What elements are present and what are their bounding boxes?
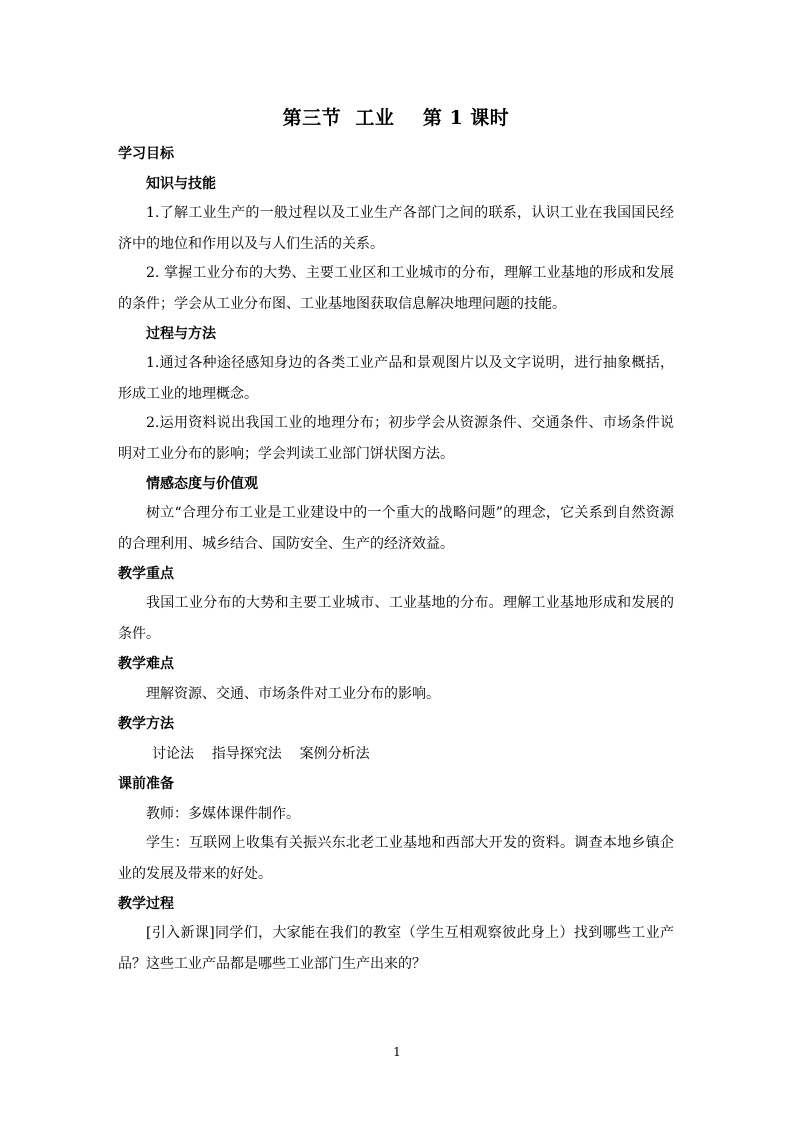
preparation-heading: 课前准备: [118, 776, 174, 792]
difficulties-text: 理解资源、交通、市场条件对工业分布的影响。: [146, 686, 440, 702]
knowledge-item-2: 2. 掌握工业分布的大势、主要工业区和工业城市的分布，理解工业基地的形成和发展的条件；学会从工业分布图、工业基地图获取信息解决地理问题的技能。: [118, 265, 674, 312]
key-points-heading: 教学重点: [118, 566, 174, 582]
intro-text: [引入新课]同学们，大家能在我们的教室（学生互相观察彼此身上）找到哪些工业产品？这些工业产品都是哪些工业部门生产出来的？: [118, 925, 674, 972]
knowledge-item-1: 1.了解工业生产的一般过程以及工业生产各部门之间的联系，认识工业在我国国民经济中的地位和作用以及与人们生活的关系。: [118, 205, 674, 252]
knowledge-skills-heading: 知识与技能: [146, 176, 216, 192]
process-item-1: 1.通过各种途径感知身边的各类工业产品和景观图片以及文字说明，进行抽象概括，形成工业的地理概念。: [118, 355, 674, 402]
teaching-methods-text: 讨论法 指导探究法 案例分析法: [152, 746, 370, 762]
document-body: [118, 104, 674, 982]
process-item-2: 2.运用资料说出我国工业的地理分布；初步学会从资源条件、交通条件、市场条件说明对工业分布的影响；学会判读工业部门饼状图方法。: [118, 415, 674, 462]
teaching-process-heading: 教学过程: [118, 896, 174, 912]
preparation-student-text: 学生：互联网上收集有关振兴东北老工业基地和西部大开发的资料。调查本地乡镇企业的发展及带来的好处。: [118, 835, 674, 882]
objectives-heading: 学习目标: [118, 146, 174, 162]
teaching-methods-heading: 教学方法: [118, 716, 174, 732]
process-methods-heading: 过程与方法: [146, 326, 216, 342]
key-points-text: 我国工业分布的大势和主要工业城市、工业基地的分布。理解工业基地形成和发展的条件。: [118, 595, 674, 642]
attitude-item-1: 树立“合理分布工业是工业建设中的一个重大的战略问题”的理念，它关系到自然资源的合理利用、城乡结合、国防安全、生产的经济效益。: [118, 505, 674, 552]
page-title: 第三节 工业 第 1 课时: [282, 107, 510, 129]
attitude-values-heading: 情感态度与价值观: [146, 476, 258, 492]
preparation-teacher-text: 教师：多媒体课件制作。: [146, 806, 300, 822]
difficulties-heading: 教学难点: [118, 656, 174, 672]
page-number: 1: [393, 1045, 401, 1059]
